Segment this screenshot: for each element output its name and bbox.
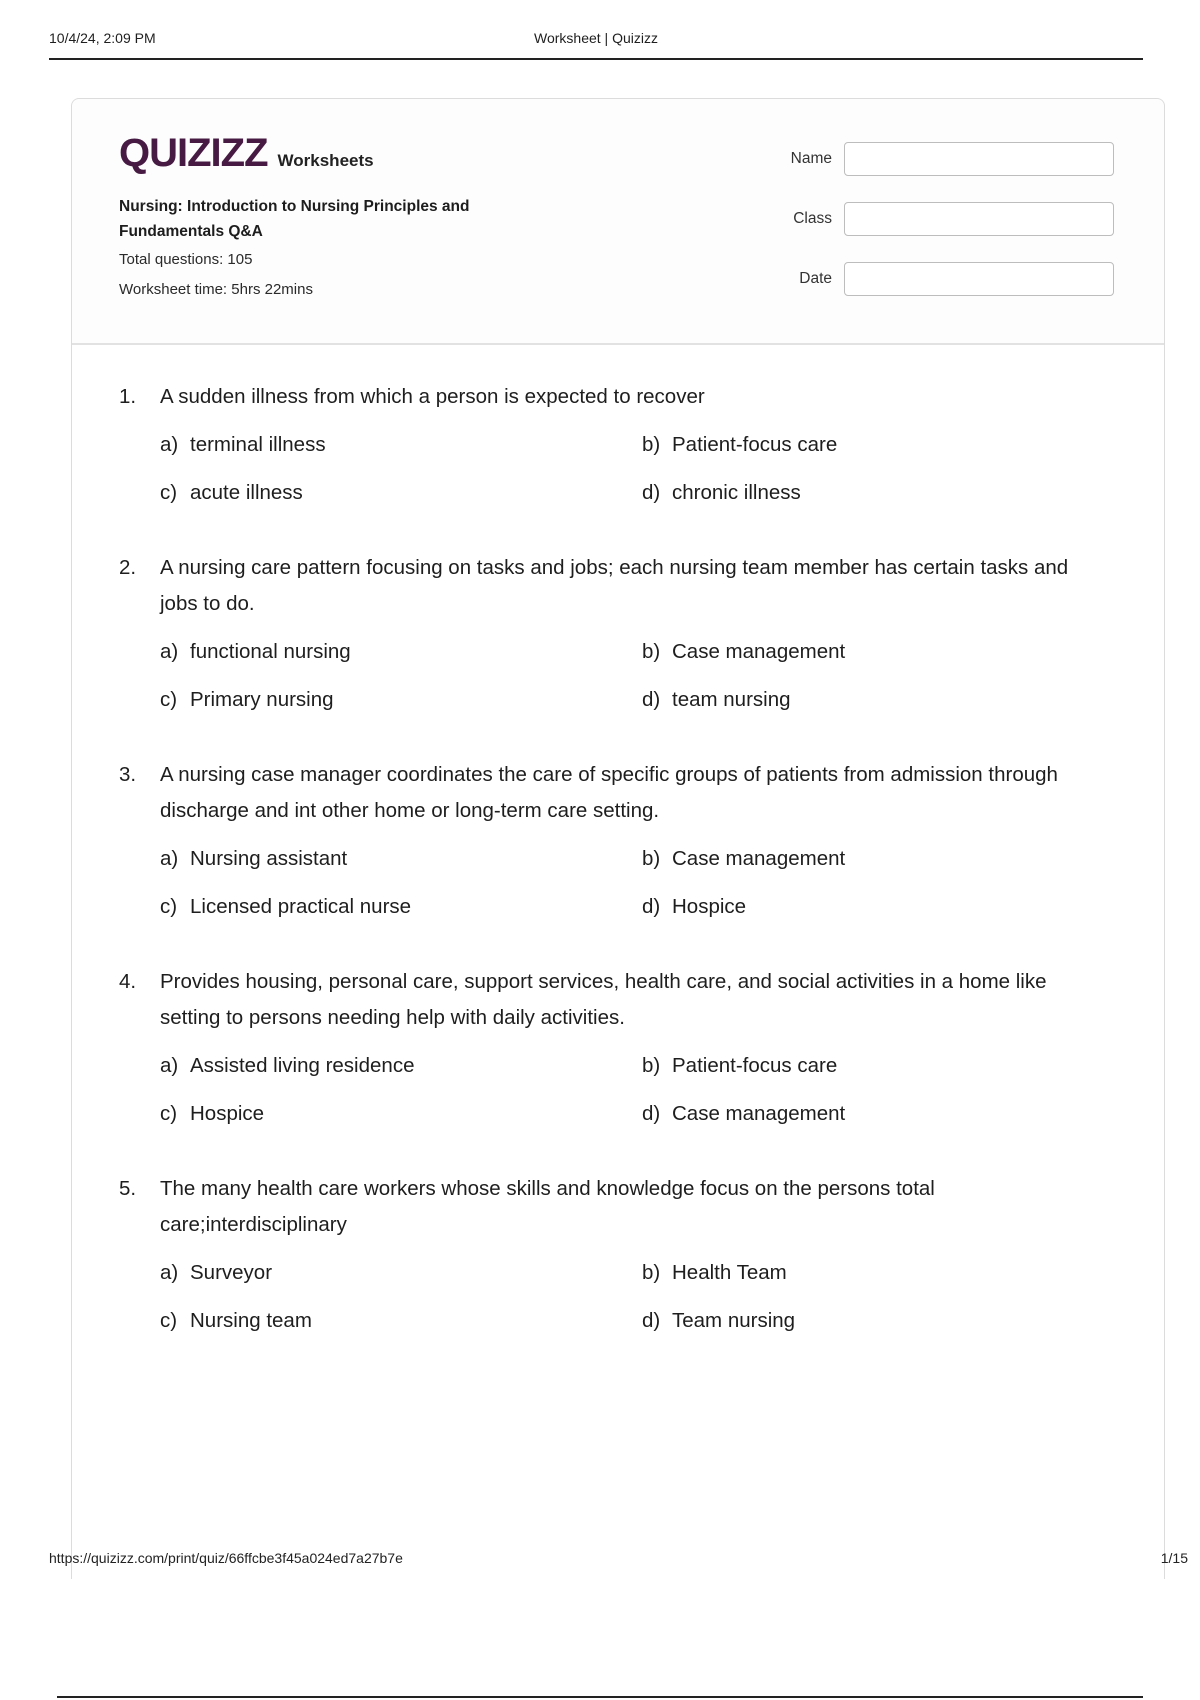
question-1 <box>119 379 1119 511</box>
option-letter: a) <box>160 847 179 870</box>
option-d <box>642 1096 1119 1132</box>
option-text: Hospice <box>672 895 747 918</box>
option-letter: d) <box>642 895 661 918</box>
option-text: Team nursing <box>672 1309 796 1332</box>
option-letter: c) <box>160 688 178 711</box>
option-text: Health Team <box>672 1261 787 1284</box>
option-text: Patient-focus care <box>672 433 838 456</box>
class-input[interactable] <box>844 202 1114 236</box>
option-text: Hospice <box>190 1102 265 1125</box>
class-label: Class <box>793 210 832 227</box>
question-stem <box>119 964 1119 1036</box>
option-d <box>642 475 1119 511</box>
answer-options <box>160 841 1119 925</box>
question-text: A sudden illness from which a person is expected to recover <box>160 385 705 408</box>
name-label: Name <box>790 150 832 167</box>
option-c <box>160 682 642 718</box>
option-text: Nursing assistant <box>190 847 348 870</box>
question-text: The many health care workers whose skills and knowledge focus on the persons total care;interdisciplinary <box>160 1177 935 1236</box>
option-b <box>642 1048 1119 1084</box>
brand-subtitle: Worksheets <box>277 151 374 170</box>
question-3 <box>119 757 1119 925</box>
print-header <box>49 30 1143 60</box>
option-b <box>642 427 1119 463</box>
option-c <box>160 1096 642 1132</box>
date-label: Date <box>799 270 832 287</box>
question-stem <box>119 757 1119 829</box>
print-page-title: Worksheet | Quizizz <box>534 30 658 46</box>
worksheet-header <box>72 99 1164 345</box>
question-stem <box>119 550 1119 622</box>
answer-options <box>160 1048 1119 1132</box>
option-b <box>642 1255 1119 1291</box>
option-d <box>642 682 1119 718</box>
question-stem <box>119 1171 1119 1243</box>
option-letter: a) <box>160 640 179 663</box>
question-number: 2. <box>119 556 137 579</box>
date-field-row <box>752 262 1114 296</box>
question-number: 5. <box>119 1177 137 1200</box>
worksheet-time: Worksheet time: 5hrs 22mins <box>119 281 313 298</box>
page-number: 1/15 <box>1160 1550 1188 1566</box>
option-a <box>160 1255 642 1291</box>
print-datetime: 10/4/24, 2:09 PM <box>49 30 156 46</box>
bottom-divider <box>57 1696 1143 1698</box>
option-a <box>160 841 642 877</box>
option-letter: c) <box>160 481 178 504</box>
option-text: chronic illness <box>672 481 801 504</box>
option-c <box>160 1303 642 1339</box>
date-input[interactable] <box>844 262 1114 296</box>
question-number: 4. <box>119 970 137 993</box>
answer-options <box>160 427 1119 511</box>
question-2 <box>119 550 1119 718</box>
option-letter: b) <box>642 1054 661 1077</box>
option-letter: a) <box>160 433 179 456</box>
option-text: Primary nursing <box>190 688 334 711</box>
name-input[interactable] <box>844 142 1114 176</box>
option-letter: b) <box>642 433 661 456</box>
brand <box>119 131 374 176</box>
option-text: Case management <box>672 1102 846 1125</box>
option-text: Case management <box>672 640 846 663</box>
answer-options <box>160 1255 1119 1339</box>
class-field-row <box>752 202 1114 236</box>
option-letter: c) <box>160 1309 178 1332</box>
option-text: Patient-focus care <box>672 1054 838 1077</box>
option-text: acute illness <box>190 481 303 504</box>
option-c <box>160 889 642 925</box>
option-letter: b) <box>642 1261 661 1284</box>
option-letter: d) <box>642 1309 661 1332</box>
option-letter: c) <box>160 1102 178 1125</box>
question-4 <box>119 964 1119 1132</box>
page-url: https://quizizz.com/print/quiz/66ffcbe3f45a024ed7a27b7e <box>49 1550 403 1566</box>
option-letter: a) <box>160 1261 179 1284</box>
option-letter: c) <box>160 895 178 918</box>
option-a <box>160 634 642 670</box>
question-number: 3. <box>119 763 137 786</box>
option-a <box>160 427 642 463</box>
option-text: Assisted living residence <box>190 1054 415 1077</box>
option-text: functional nursing <box>190 640 351 663</box>
option-letter: d) <box>642 1102 661 1125</box>
total-questions: Total questions: 105 <box>119 251 253 268</box>
question-5 <box>119 1171 1119 1339</box>
option-a <box>160 1048 642 1084</box>
answer-options <box>160 634 1119 718</box>
worksheet-title: Nursing: Introduction to Nursing Principles and Fundamentals Q&A <box>119 198 470 240</box>
option-letter: d) <box>642 481 661 504</box>
question-stem <box>119 379 1119 415</box>
option-b <box>642 634 1119 670</box>
name-field-row <box>752 142 1114 176</box>
option-text: Nursing team <box>190 1309 312 1332</box>
question-number: 1. <box>119 385 137 408</box>
option-letter: b) <box>642 640 661 663</box>
option-c <box>160 475 642 511</box>
option-b <box>642 841 1119 877</box>
question-text: A nursing care pattern focusing on tasks and jobs; each nursing team member has certain tasks and jobs to do. <box>160 556 1069 615</box>
option-text: Licensed practical nurse <box>190 895 412 918</box>
option-text: team nursing <box>672 688 791 711</box>
question-text: A nursing case manager coordinates the care of specific groups of patients from admission through discharge and int other home or long-term care setting. <box>160 763 1058 822</box>
question-text: Provides housing, personal care, support services, health care, and social activities in a home like setting to persons needing help with daily activities. <box>160 970 1047 1029</box>
option-letter: b) <box>642 847 661 870</box>
option-d <box>642 1303 1119 1339</box>
worksheet-card <box>71 98 1165 1579</box>
option-letter: d) <box>642 688 661 711</box>
quizizz-logo: QUIZIZZ <box>119 131 268 175</box>
option-d <box>642 889 1119 925</box>
option-text: terminal illness <box>190 433 326 456</box>
option-letter: a) <box>160 1054 179 1077</box>
option-text: Surveyor <box>190 1261 273 1284</box>
question-list <box>119 379 1119 1378</box>
option-text: Case management <box>672 847 846 870</box>
